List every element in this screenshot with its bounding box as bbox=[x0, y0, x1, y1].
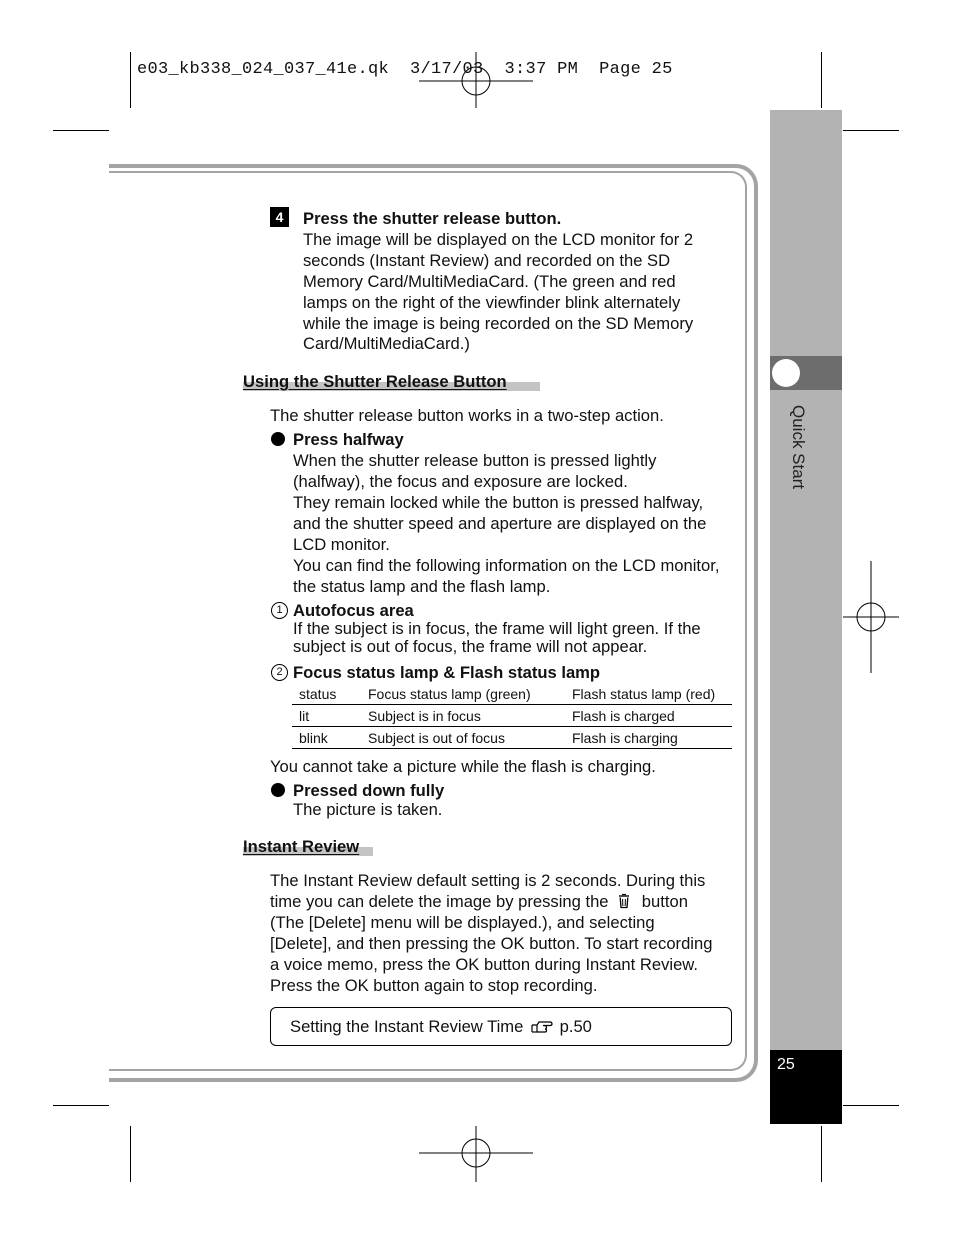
halfway-line: When the shutter release button is pressed lightly bbox=[293, 451, 657, 470]
step-title: Press the shutter release button. bbox=[303, 209, 562, 228]
section-intro: The shutter release button works in a two-step action. bbox=[270, 406, 664, 425]
step-line: while the image is being recorded on the SD Memory bbox=[303, 314, 694, 333]
step-line: Card/MultiMediaCard.) bbox=[303, 334, 470, 353]
registration-mark-bottom bbox=[419, 1126, 533, 1182]
autofocus-line: If the subject is in focus, the frame will light green. If the bbox=[293, 619, 701, 638]
section-label: Quick Start bbox=[789, 405, 808, 490]
lamps-title: Focus status lamp & Flash status lamp bbox=[293, 663, 601, 682]
bullet-icon bbox=[271, 783, 285, 797]
circled-number: 1 bbox=[271, 602, 288, 619]
trash-icon bbox=[616, 893, 632, 909]
table-cell: Flash is charging bbox=[565, 727, 732, 749]
page-number: 25 bbox=[777, 1056, 795, 1073]
halfway-line: You can find the following information on the LCD monitor, bbox=[293, 556, 720, 575]
review-line: a voice memo, press the OK button during Instant Review. bbox=[270, 955, 698, 974]
table-row bbox=[292, 705, 732, 727]
step-line: seconds (Instant Review) and recorded on the SD bbox=[303, 251, 671, 270]
autofocus-title: Autofocus area bbox=[293, 601, 414, 620]
sidebar bbox=[770, 110, 842, 1124]
table-header: Flash status lamp (red) bbox=[565, 683, 732, 705]
reference-text: Setting the Instant Review Time p.50 bbox=[290, 1017, 592, 1036]
table-cell: Flash is charged bbox=[565, 705, 732, 727]
halfway-line: They remain locked while the button is pressed halfway, bbox=[293, 493, 704, 512]
table-cell: Subject is out of focus bbox=[361, 727, 565, 749]
circled-number: 2 bbox=[271, 664, 288, 681]
step-line: lamps on the right of the viewfinder blink alternately bbox=[303, 293, 681, 312]
halfway-line: and the shutter speed and aperture are displayed on the bbox=[293, 514, 707, 533]
table-row bbox=[292, 727, 732, 749]
halfway-line: the status lamp and the flash lamp. bbox=[293, 577, 551, 596]
table-cell: Subject is in focus bbox=[361, 705, 565, 727]
step-number-badge: 4 bbox=[270, 207, 289, 227]
table-header: Focus status lamp (green) bbox=[361, 683, 565, 705]
bullet-icon bbox=[271, 432, 285, 446]
bullet-title-fully: Pressed down fully bbox=[293, 781, 445, 800]
section-heading-shutter: Using the Shutter Release Button bbox=[243, 372, 507, 391]
halfway-line: LCD monitor. bbox=[293, 535, 390, 554]
review-line: [Delete], and then pressing the OK button. To start recording bbox=[270, 934, 713, 953]
review-line: The Instant Review default setting is 2 seconds. During this bbox=[270, 871, 706, 890]
pointing-hand-icon bbox=[531, 1020, 553, 1034]
section-heading-instant-review: Instant Review bbox=[243, 837, 360, 856]
lamp-status-table bbox=[292, 683, 732, 749]
bullet-title-halfway: Press halfway bbox=[293, 430, 404, 449]
fully-text: The picture is taken. bbox=[293, 800, 443, 819]
step-line: Memory Card/MultiMediaCard. (The green and red bbox=[303, 272, 676, 291]
table-header: status bbox=[292, 683, 361, 705]
step-line: The image will be displayed on the LCD monitor for 2 bbox=[303, 230, 694, 249]
table-cell: blink bbox=[292, 727, 361, 749]
registration-mark-right bbox=[843, 561, 899, 673]
flash-note: You cannot take a picture while the flash is charging. bbox=[270, 757, 656, 776]
section-tab-circle bbox=[772, 359, 800, 387]
autofocus-line: subject is out of focus, the frame will not appear. bbox=[293, 637, 648, 656]
review-line: time you can delete the image by pressing the button bbox=[270, 892, 688, 911]
review-line: (The [Delete] menu will be displayed.), and selecting bbox=[270, 913, 655, 932]
review-line: Press the OK button again to stop recording. bbox=[270, 976, 598, 995]
table-cell: lit bbox=[292, 705, 361, 727]
halfway-line: (halfway), the focus and exposure are locked. bbox=[293, 472, 628, 491]
print-slug: e03_kb338_024_037_41e.qk 3/17/03 3:37 PM Page 25 bbox=[137, 60, 673, 79]
